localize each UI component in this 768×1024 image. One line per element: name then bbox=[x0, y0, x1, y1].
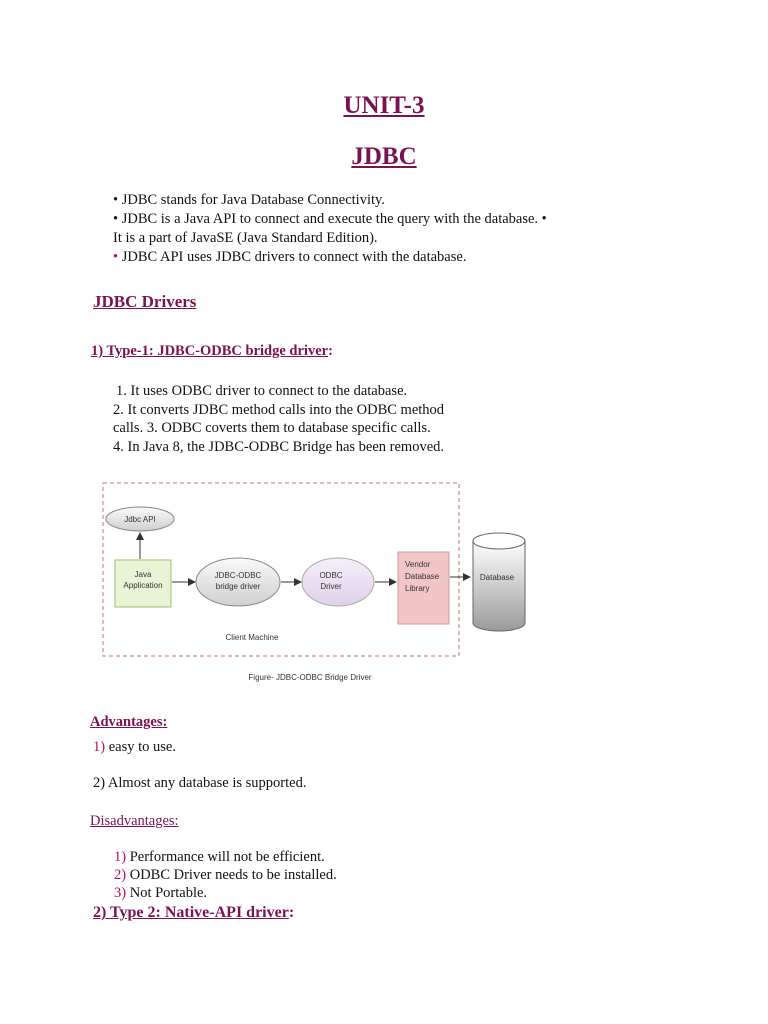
intro-bullet-1: • JDBC stands for Java Database Connectivity. bbox=[113, 192, 385, 208]
topic-title: JDBC bbox=[351, 143, 417, 170]
odbc-label-2: Driver bbox=[320, 582, 342, 591]
unit-title: UNIT-3 bbox=[343, 92, 425, 119]
disadvantage-item-2 bbox=[114, 866, 337, 885]
database-label: Database bbox=[479, 573, 515, 582]
advantage-text-1: easy to use. bbox=[105, 739, 176, 755]
type2-heading bbox=[93, 904, 294, 922]
advantage-text-2: Almost any database is supported. bbox=[105, 775, 307, 791]
java-app-label-2: Application bbox=[123, 581, 163, 590]
disadvantage-item-3 bbox=[114, 884, 207, 903]
disadvantage-num-2: 2) bbox=[114, 867, 127, 883]
type1-point-2: 2. It converts JDBC method calls into the ODBC method bbox=[113, 402, 445, 418]
type1-heading-text: 1) Type-1: JDBC-ODBC bridge driver bbox=[91, 343, 329, 359]
database-cylinder bbox=[473, 533, 525, 631]
disadvantage-num-3: 3) bbox=[114, 885, 127, 901]
type2-heading-text: 2) Type 2: Native-API driver bbox=[93, 904, 289, 921]
disadvantages-heading: Disadvantages: bbox=[90, 813, 179, 829]
drivers-heading: JDBC Drivers bbox=[93, 292, 197, 311]
figure-caption: Figure- JDBC-ODBC Bridge Driver bbox=[248, 673, 372, 682]
disadvantage-num-1: 1) bbox=[114, 849, 127, 865]
disadvantage-text-2: ODBC Driver needs to be installed. bbox=[126, 867, 337, 883]
jdbc-api-label: Jdbc API bbox=[124, 515, 156, 524]
type1-point-1: 1. It uses ODBC driver to connect to the database. bbox=[116, 383, 408, 399]
disadvantage-item-1 bbox=[114, 848, 325, 867]
disadvantage-text-3: Not Portable. bbox=[126, 885, 208, 901]
vendor-label-2: Database bbox=[405, 572, 440, 581]
advantages-heading: Advantages: bbox=[90, 714, 168, 730]
advantage-item-1 bbox=[93, 738, 176, 757]
advantage-num-1: 1) bbox=[93, 739, 106, 755]
type2-heading-colon: : bbox=[288, 904, 295, 921]
type1-point-2-cont: calls. 3. ODBC coverts them to database specific calls. bbox=[113, 420, 431, 436]
advantage-item-2 bbox=[93, 774, 306, 793]
vendor-label-1: Vendor bbox=[405, 560, 431, 569]
odbc-label-1: ODBC bbox=[319, 571, 343, 580]
intro-bullet-3 bbox=[113, 248, 466, 267]
jdbc-odbc-figure bbox=[95, 475, 535, 690]
type1-heading-colon: : bbox=[328, 343, 333, 359]
bullet-marker: • bbox=[113, 249, 119, 265]
advantage-num-2: 2) bbox=[93, 775, 106, 791]
disadvantage-text-1: Performance will not be efficient. bbox=[126, 849, 325, 865]
type1-heading bbox=[91, 343, 333, 360]
bridge-label-2: bridge driver bbox=[215, 582, 261, 591]
intro-bullet-3-text: JDBC API uses JDBC drivers to connect with the database. bbox=[118, 249, 467, 265]
intro-bullet-2: • JDBC is a Java API to connect and execute the query with the database. • bbox=[113, 211, 547, 227]
vendor-label-3: Library bbox=[405, 584, 430, 593]
intro-bullet-2-cont: It is a part of JavaSE (Java Standard Edition). bbox=[113, 230, 378, 246]
client-machine-label: Client Machine bbox=[225, 633, 279, 642]
type1-point-4: 4. In Java 8, the JDBC-ODBC Bridge has been removed. bbox=[113, 439, 445, 455]
bridge-label-1: JDBC-ODBC bbox=[214, 571, 262, 580]
java-app-label-1: Java bbox=[134, 570, 152, 579]
